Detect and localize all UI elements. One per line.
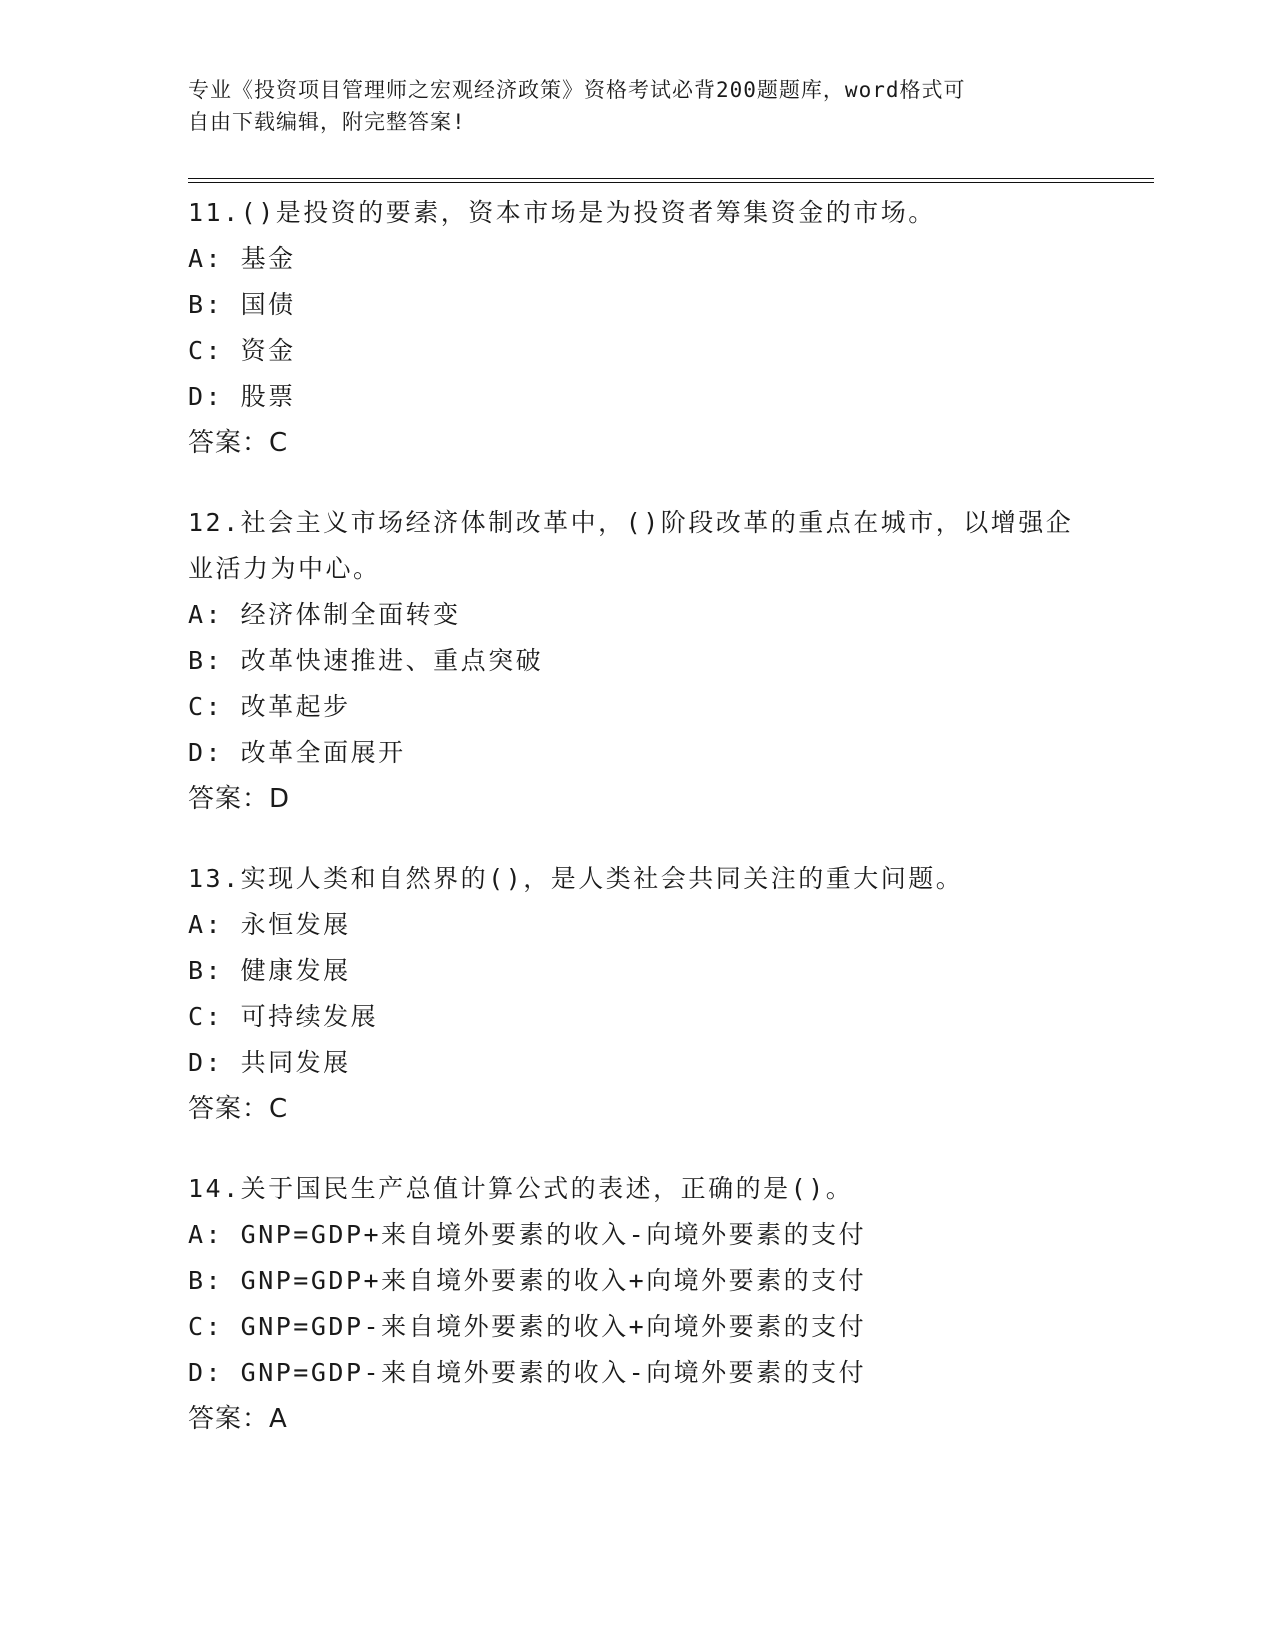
option-c: C: 资金 (188, 336, 296, 365)
question-list (188, 190, 1088, 1476)
option-a: A: GNP=GDP+来自境外要素的收入-向境外要素的支付 (188, 1220, 867, 1249)
option-b: B: 健康发展 (188, 956, 351, 985)
option-d: D: 股票 (188, 382, 296, 411)
option-b: B: 国债 (188, 290, 296, 319)
question-stem: 13.实现人类和自然界的()，是人类社会共同关注的重大问题。 (188, 864, 964, 893)
question-11 (188, 190, 1088, 466)
document-header (188, 74, 1068, 138)
option-d: D: GNP=GDP-来自境外要素的收入-向境外要素的支付 (188, 1358, 867, 1387)
answer-line: 答案：C (188, 428, 289, 458)
option-a: A: 基金 (188, 244, 296, 273)
question-stem: 14.关于国民生产总值计算公式的表述，正确的是()。 (188, 1174, 854, 1203)
question-13 (188, 856, 1088, 1132)
question-stem: 11.()是投资的要素，资本市场是为投资者筹集资金的市场。 (188, 198, 936, 227)
option-c: C: 改革起步 (188, 692, 351, 721)
option-d: D: 改革全面展开 (188, 738, 406, 767)
option-c: C: 可持续发展 (188, 1002, 379, 1031)
option-b: B: 改革快速推进、重点突破 (188, 646, 544, 675)
answer-line: 答案：C (188, 1094, 289, 1124)
option-b: B: GNP=GDP+来自境外要素的收入+向境外要素的支付 (188, 1266, 867, 1295)
option-a: A: 经济体制全面转变 (188, 600, 461, 629)
answer-line: 答案：A (188, 1404, 288, 1434)
header-divider (188, 178, 1154, 183)
header-line-2: 自由下载编辑，附完整答案! (188, 110, 466, 134)
option-d: D: 共同发展 (188, 1048, 351, 1077)
question-14 (188, 1166, 1088, 1442)
option-a: A: 永恒发展 (188, 910, 351, 939)
answer-line: 答案：D (188, 784, 291, 814)
question-stem: 12.社会主义市场经济体制改革中，()阶段改革的重点在城市，以增强企业活力为中心。 (188, 508, 1074, 583)
header-line-1: 专业《投资项目管理师之宏观经济政策》资格考试必背200题题库，word格式可 (188, 78, 966, 102)
question-12 (188, 500, 1088, 822)
option-c: C: GNP=GDP-来自境外要素的收入+向境外要素的支付 (188, 1312, 867, 1341)
